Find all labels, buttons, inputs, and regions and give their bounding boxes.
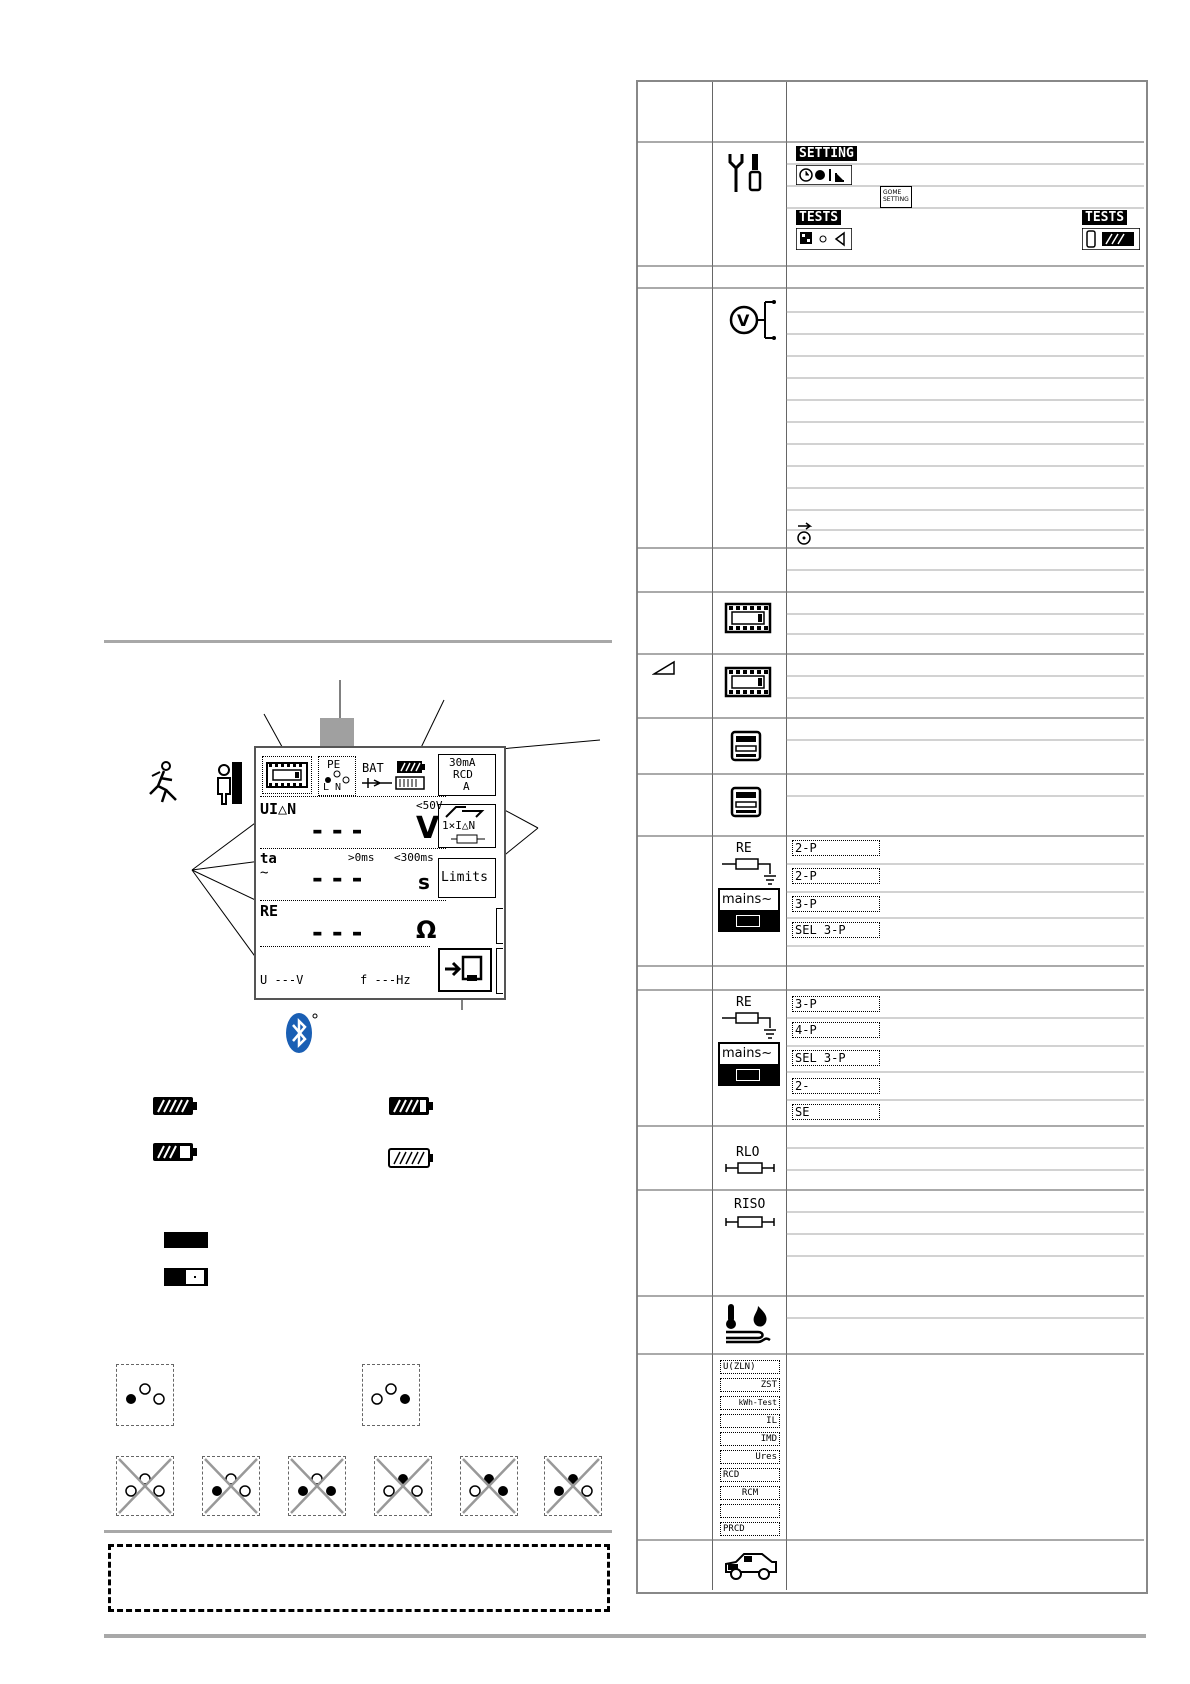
chip-2p-b: 2-P [792,868,880,884]
riso-label: RISO [734,1197,766,1212]
u-value: - - - [312,816,363,846]
rotation-icon [792,522,816,546]
t-limit-low: >0ms [348,851,375,864]
mode-item-rcm: RCM [720,1486,780,1500]
tests-badge-left: TESTS [796,210,841,225]
rcd-type: A [463,780,470,793]
u-label: UI△N [260,800,297,818]
device-icon-row-c [728,728,764,764]
mode-item-rcd: RCD [720,1468,780,1482]
mode-item-imd: IMD [720,1432,780,1446]
u-unit: V [416,811,440,846]
mains-label-1: mains~ [722,892,773,907]
tests-icons-right [1082,228,1140,250]
gome-setting-box [880,186,912,208]
chip-se: SE [792,1104,880,1120]
mode-item-zst: ZST [720,1378,780,1392]
setting-badge: SETTING [796,146,857,161]
mode-item-uzln: U(ZLN) [720,1360,780,1374]
temperature-clamp-icon [722,1302,776,1348]
svg-text:V: V [737,311,750,330]
chip-2-clamp: 2- [792,1078,880,1094]
chip-2p-a: 2-P [792,840,880,856]
car-icon [722,1550,778,1582]
t-value: - - - [312,864,363,894]
re-row1-label: RE [736,841,752,856]
mode-item-prcd: PRCD [720,1522,780,1536]
triangle-marker-icon [652,660,676,676]
voltmeter-icon [724,296,778,344]
clock-settings-icon [796,165,852,185]
t-wave: ~ [260,865,269,881]
mode-item-blank [720,1504,780,1518]
bat-label: BAT [362,761,384,775]
re-unit: Ω [416,916,437,944]
u-limit: <50V [416,799,443,812]
bottom-frequency: f ---Hz [360,973,411,987]
pe-bottom-label: L N [323,782,342,793]
t-limit-high: <300ms [394,851,434,864]
pe-top-label: PE [327,758,341,771]
mains-badge-2 [718,1042,780,1086]
re-label: RE [260,902,279,920]
rlo-label: RLO [736,1145,760,1160]
t-unit: s [418,870,430,894]
mode-label: 1×I△N [442,819,476,832]
meter-icon-row-a [724,600,772,636]
tests-badge-right: TESTS [1082,210,1127,225]
earth-resistor-icon [720,856,778,886]
mains-label-2: mains~ [722,1046,773,1061]
mode-item-il: IL [720,1414,780,1428]
rlo-resistor-icon [724,1160,776,1176]
limits-label: Limits [441,870,488,885]
chip-3p-a: 3-P [792,896,880,912]
chip-3p-b: 3-P [792,996,880,1012]
meter-icon-row-b [724,664,772,700]
bottom-voltage: U ---V [260,973,304,987]
rcd-label: RCD [453,768,473,781]
re-value: - - - [312,918,363,948]
chip-sel-3p-a: SEL 3-P [792,922,880,938]
mode-item-ures: Ures [720,1450,780,1464]
re-row2-label: RE [736,995,752,1010]
rcd-current: 30mA [449,756,476,769]
chip-4p: 4-P [792,1022,880,1038]
earth-resistor-icon-2 [720,1010,778,1040]
mains-badge-1 [718,888,780,932]
t-label: ta [260,851,277,867]
mode-item-kwh: kWh-Test [720,1396,780,1410]
riso-resistor-icon [724,1214,776,1230]
gome-setting-label: GOME SETTING [883,189,909,203]
tools-icon [724,150,770,196]
chip-sel-3p-b: SEL 3-P [792,1050,880,1066]
device-icon-row-d [728,784,764,820]
tests-icons-left [796,228,852,250]
